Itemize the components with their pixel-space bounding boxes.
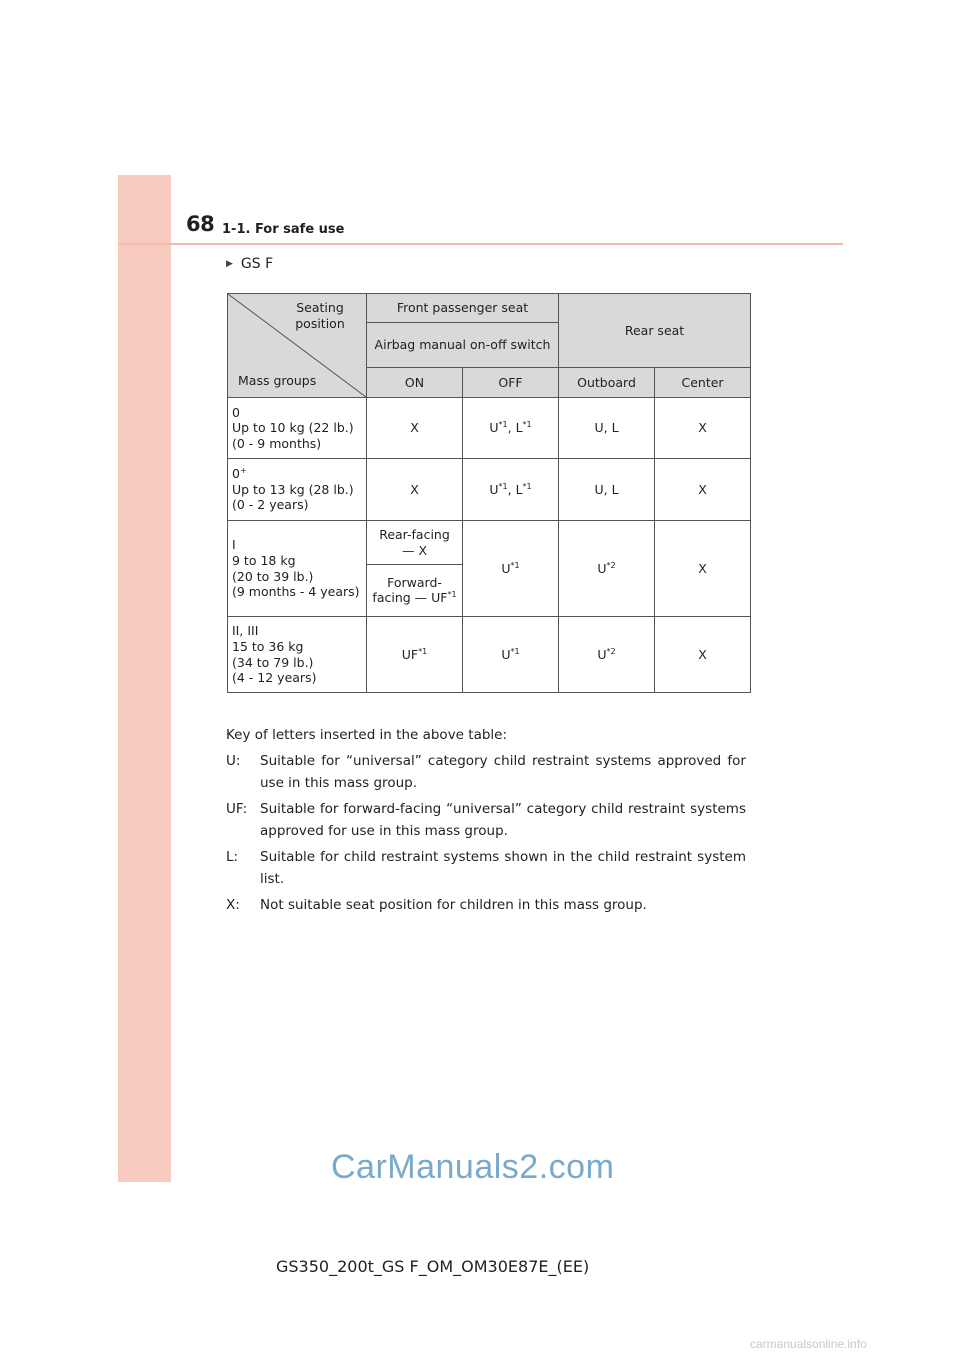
front-passenger-header: Front passenger seat bbox=[367, 294, 559, 323]
cell-on-forward-facing: Forward-facing — UF$^{*1}$ bbox=[367, 565, 463, 617]
col-outboard: Outboard bbox=[559, 368, 655, 398]
key-title: Key of letters inserted in the above table: bbox=[226, 727, 508, 743]
cell-outboard: U, L bbox=[559, 398, 655, 459]
sidebar-bar bbox=[118, 175, 171, 1182]
cell-center: X bbox=[655, 398, 751, 459]
list-item: X: Not suitable seat position for children in this mass group. bbox=[226, 897, 647, 913]
subsection-label: GS F bbox=[240, 256, 274, 272]
mass-group-cell: 0+ Up to 13 kg (28 lb.) (0 - 2 years) bbox=[228, 459, 367, 521]
table-corner-cell bbox=[228, 294, 367, 398]
footer-site-link[interactable]: carmanualsonline.info bbox=[750, 1337, 867, 1351]
section-title: 1-1. For safe use bbox=[222, 222, 345, 237]
watermark: CarManuals2.com bbox=[331, 1148, 615, 1186]
cell-on: X bbox=[367, 398, 463, 459]
subsection-heading bbox=[226, 256, 273, 272]
mass-group-cell: II, III 15 to 36 kg (34 to 79 lb.) (4 - 12 years) bbox=[228, 617, 367, 693]
cell-center: X bbox=[655, 617, 751, 693]
cell-outboard: $U^{*2}$ bbox=[559, 521, 655, 617]
child-seat-table bbox=[227, 293, 751, 693]
mass-group-cell: I 9 to 18 kg (20 to 39 lb.) (9 months - 4 years) bbox=[228, 521, 367, 617]
mass-group-cell: 0 Up to 10 kg (22 lb.) (0 - 9 months) bbox=[228, 398, 367, 459]
cell-on: X bbox=[367, 459, 463, 521]
col-off: OFF bbox=[463, 368, 559, 398]
cell-center: X bbox=[655, 521, 751, 617]
cell-on: UF$^{*1}$ bbox=[367, 617, 463, 693]
cell-off: $U^{*1}$, $L^{*1}$ bbox=[463, 459, 559, 521]
footer-code: GS350_200t_GS F_OM_OM30E87E_(EE) bbox=[276, 1257, 590, 1276]
seating-position-label: Seating position bbox=[295, 300, 345, 331]
page-number: 68 bbox=[186, 212, 215, 236]
list-item: UF: Suitable for forward-facing “universal” category child restraint systems approved for use in this mass group. bbox=[226, 801, 746, 839]
table-row bbox=[228, 398, 751, 459]
cell-center: X bbox=[655, 459, 751, 521]
table-row bbox=[228, 521, 751, 565]
header-rule bbox=[118, 243, 843, 245]
list-item: U: Suitable for “universal” category child restraint systems approved for use in this mass group. bbox=[226, 753, 746, 791]
list-item: L: Suitable for child restraint systems shown in the child restraint system list. bbox=[226, 849, 746, 887]
col-on: ON bbox=[367, 368, 463, 398]
key-legend bbox=[226, 724, 746, 920]
mass-groups-label: Mass groups bbox=[238, 373, 317, 389]
cell-off: $U^{*1}$ bbox=[463, 617, 559, 693]
col-center: Center bbox=[655, 368, 751, 398]
rear-seat-header: Rear seat bbox=[559, 294, 751, 368]
table-row bbox=[228, 459, 751, 521]
cell-outboard: U, L bbox=[559, 459, 655, 521]
cell-outboard: $U^{*2}$ bbox=[559, 617, 655, 693]
cell-off: $U^{*1}$ bbox=[463, 521, 559, 617]
cell-on-rear-facing: Rear-facing — X bbox=[367, 521, 463, 565]
airbag-switch-header: Airbag manual on-off switch bbox=[367, 323, 559, 368]
cell-off: $U^{*1}$, $L^{*1}$ bbox=[463, 398, 559, 459]
triangle-bullet-icon: ▶ bbox=[226, 259, 233, 269]
table-row bbox=[228, 617, 751, 693]
